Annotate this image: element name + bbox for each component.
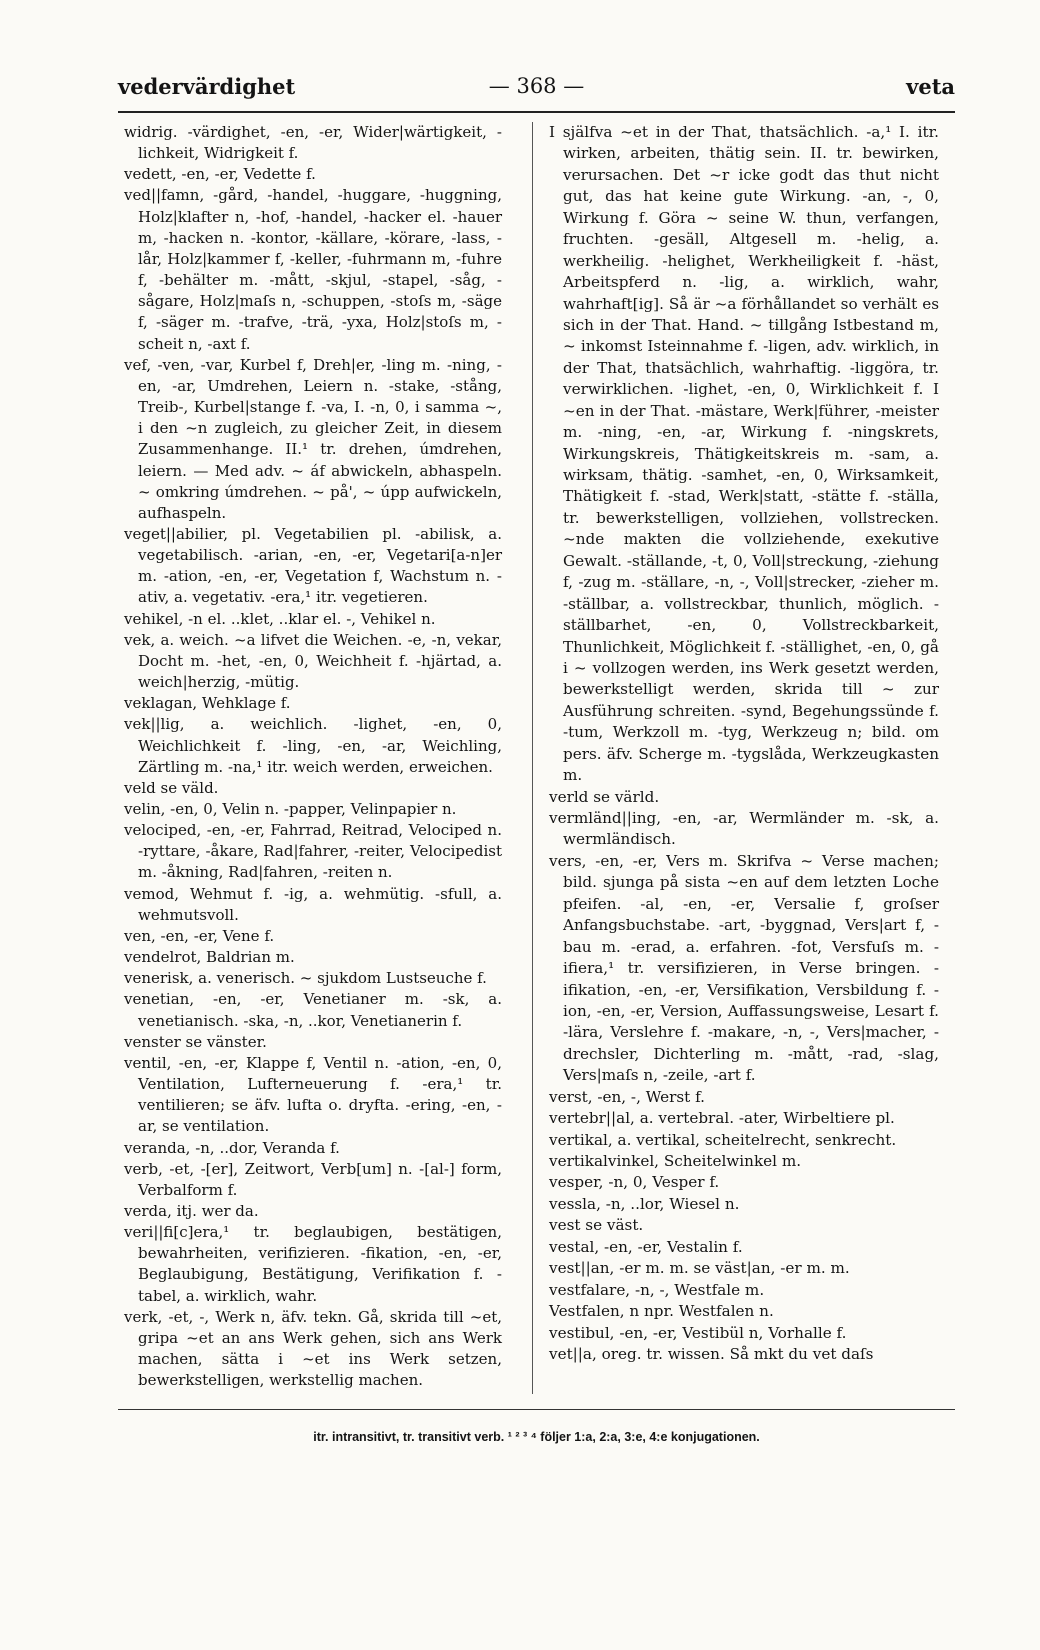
entry: verda, itj. wer da.: [124, 1201, 259, 1220]
entry: ven, -en, -er, Vene f.: [124, 926, 275, 945]
footer-rule: [118, 1409, 955, 1410]
entry: vek, a. weich. ~a lifvet die Weichen. -e, -n, vekar, Docht m. -het, -en, 0, Weichheit f. -hjärtad, a. weich|herzig, -mütig.: [124, 630, 502, 692]
entry: vestal, -en, -er, Vestalin f.: [549, 1237, 743, 1256]
entry: vemod, Wehmut f. -ig, a. wehmütig. -sfull, a. wehmutsvoll.: [124, 884, 502, 924]
entry: venerisk, a. venerisch. ~ sjukdom Lustseuche f.: [124, 969, 487, 988]
entry: veranda, -n, ..dor, Veranda f.: [124, 1138, 340, 1157]
entry: vef, -ven, -var, Kurbel f, Dreh|er, -ling m. -ning, -en, -ar, Umdrehen, Leiern n. -stake, -stång, Treib-, Kurbel|stange f. -va, I. -n, 0, i samma ~, i den ~n zugleich, zu gleicher Zeit, in diesem Zusammenhange. II.¹ tr. drehen, úmdrehen, leiern. — Med adv. ~ áf abwickeln, abhaspeln. ~ omkring úmdrehen. ~ på', ~ úpp aufwickeln, aufhaspeln.: [124, 355, 502, 522]
entry: vers, -en, -er, Vers m. Skrifva ~ Verse machen; bild. sjunga på sista ~en auf dem letzten Loche pfeifen. -al, -en, -er, Versalie f, groſser Anfangsbuchstabe. -art, -byggnad, Vers|art f, -bau m. -erad, a. erfahren. -fot, Versfuſs m. -ifiera,¹ tr. versifizieren, in Verse bringen. -ifikation, -en, -er, Versifikation, Versbildung f. -ion, -en, -er, Version, Auffassungsweise, Lesart f. -lära, Verslehre f. -makare, -n, -, Vers|macher, -drechsler, Dichterling m. -mått, -rad, -slag, Vers|maſs n, -zeile, -art f.: [549, 851, 939, 1085]
entry: verst, -en, -, Werst f.: [549, 1087, 705, 1106]
entry: I själfva ~et in der That, thatsächlich. -a,¹ I. itr. wirken, arbeiten, thätig sein. II. tr. bewirken, verursachen. Det ~r icke godt das thut nicht gut, das hat keine gute Wirkung. -an, -, 0, Wirkung f. Göra ~ seine W. thun, verfangen, fruchten. -gesäll, Altgesell m. -helig, a. werkheilig. -helighet, Werkheiligkeit f. -häst, Arbeitspferd n. -lig, a. wirklich, wahr, wahrhaft[ig]. Så är ~a förhållandet so verhält es sich in der That. Hand. ~ tillgång Istbestand m, ~ inkomst Isteinnahme f. -ligen, adv. wirklich, in der That, thatsächlich, wahrhaftig. -liggöra, tr. verwirklichen. -lighet, -en, 0, Wirklichkeit f. I ~en in der That. -mästare, Werk|führer, -meister m. -ning, -en, -ar, Wirkung f. -ningskrets, Wirkungskreis, Thätigkeitskreis m. -sam, a. wirksam, thätig. -samhet, -en, 0, Wirksamkeit, Thätigkeit f. -stad, Werk|statt, -stätte f. -ställa, tr. bewerkstelligen, vollziehen, vollstrecken. ~nde makten die vollziehende, exekutive Gewalt. -ställande, -t, 0, Voll|streckung, -ziehung f, -zug m. -ställare, -n, -, Voll|strecker, -zieher m. -ställbar, a. vollstreckbar, thunlich, möglich. -ställbarhet, -en, 0, Vollstreckbarkeit, Thunlichkeit, Möglichkeit f. -ställighet, -en, 0, gå i ~ vollzogen werden, ins Werk gesetzt werden, bewerkstelligt werden, skrida till ~ zur Ausführung schreiten. -synd, Begehungssünde f. -tum, Werkzoll m. -tyg, Werkzeug n; bild. om pers. äfv. Scherge m. -tygslåda, Werkzeugkasten m.: [549, 123, 939, 785]
header-left-word: vedervärdighet: [118, 74, 296, 99]
left-column: [124, 122, 502, 1391]
entry: verk, -et, -, Werk n, äfv. tekn. Gå, skrida till ~et, gripa ~et an ans Werk gehen, sich ans Werk machen, sätta i ~et ins Werk setzen, bewerkstelligen, werkstellig machen.: [124, 1307, 502, 1390]
entry: vertikal, a. vertikal, scheitelrecht, senkrecht.: [549, 1130, 897, 1149]
page-header: [118, 74, 955, 110]
entry: ventil, -en, -er, Klappe f, Ventil n. -ation, -en, 0, Ventilation, Lufterneuerung f. -era,¹ tr. ventilieren; se äfv. lufta o. dryfta. -ering, -en, -ar, se ventilation.: [124, 1053, 502, 1136]
entry: vest||an, -er m. m. se väst|an, -er m. m.: [549, 1259, 850, 1278]
entry: vessla, -n, ..lor, Wiesel n.: [549, 1194, 740, 1213]
page-number: — 368 —: [488, 74, 585, 98]
entry: vek||lig, a. weichlich. -lighet, -en, 0, Weichlichkeit f. -ling, -en, -ar, Weichling, Zärtling m. -na,¹ itr. weich werden, erweichen.: [124, 715, 502, 776]
header-right-word: veta: [906, 74, 955, 99]
entry: verb, -et, -[er], Zeitwort, Verb[um] n. -[al-] form, Verbalform f.: [124, 1159, 502, 1199]
entry: vertebr||al, a. vertebral. -ater, Wirbeltiere pl.: [549, 1109, 895, 1128]
entry: vermländ||ing, -en, -ar, Wermländer m. -sk, a. wermländisch.: [549, 809, 939, 849]
entry: vertikalvinkel, Scheitelwinkel m.: [549, 1152, 802, 1170]
entry: vestibul, -en, -er, Vestibül n, Vorhalle f.: [549, 1323, 847, 1342]
entry: veklagan, Wehklage f.: [124, 694, 291, 713]
entry: vet||a, oreg. tr. wissen. Så mkt du vet daſs: [549, 1344, 874, 1363]
entry: verld se värld.: [549, 787, 660, 806]
entry: vestfalare, -n, -, Westfale m.: [549, 1280, 765, 1299]
header-rule: [118, 111, 955, 113]
entry: vesper, -n, 0, Vesper f.: [549, 1173, 720, 1192]
entry: vehikel, -n el. ..klet, ..klar el. -, Vehikel n.: [124, 609, 436, 628]
entry: veget||abilier, pl. Vegetabilien pl. -abilisk, a. vegetabilisch. -arian, -en, -er, Vegetari[a-n]er m. -ation, -en, -er, Vegetation f, Wachstum n. -ativ, a. vegetativ. -era,¹ itr. vegetieren.: [124, 524, 502, 607]
right-column: [549, 122, 939, 1365]
entry: vendelrot, Baldrian m.: [124, 948, 295, 967]
page-footer: itr. intransitivt, tr. transitivt verb. ¹ ² ³ ⁴ följer 1:a, 2:a, 3:e, 4:e konjugationen.: [313, 1430, 760, 1444]
entry: venetian, -en, -er, Venetianer m. -sk, a. venetianisch. -ska, -n, ..kor, Venetianerin f.: [124, 990, 502, 1030]
entry: vedett, -en, -er, Vedette f.: [124, 165, 316, 184]
entry: ved||famn, -gård, -handel, -huggare, -huggning, Holz|klafter n, -hof, -handel, -hacker el. -hauer m, -hacken n. -kontor, -källare, -körare, -lass, -lår, Holz|kammer f, -keller, -fuhrmann m, -fuhre f, -behälter m. -mått, -skjul, -stapel, -såg, -sågare, Holz|maſs n, -schuppen, -stoſs m, -säge f, -säger m. -trafve, -trä, -yxa, Holz|stoſs m, -scheit n, -axt f.: [124, 186, 502, 353]
entry: Vestfalen, n npr. Westfalen n.: [549, 1302, 774, 1321]
entry: velin, -en, 0, Velin n. -papper, Velinpapier n.: [124, 800, 457, 818]
column-divider: [532, 122, 533, 1394]
entry: widrig. -värdighet, -en, -er, Wider|wärtigkeit, -lichkeit, Widrigkeit f.: [124, 123, 502, 163]
entry: veri||fi[c]era,¹ tr. beglaubigen, bestätigen, bewahrheiten, verifizieren. -fikation, -en, -er, Beglaubigung, Bestätigung, Verifikation f. -tabel, a. wirklich, wahr.: [124, 1223, 502, 1305]
entry: venster se vänster.: [124, 1032, 267, 1051]
entry: velociped, -en, -er, Fahrrad, Reitrad, Velociped n. -ryttare, -åkare, Rad|fahrer, -reiter, Velocipedist m. -åkning, Rad|fahren, -reiten n.: [124, 821, 502, 882]
entry: veld se väld.: [124, 778, 219, 797]
entry: vest se väst.: [549, 1216, 644, 1235]
